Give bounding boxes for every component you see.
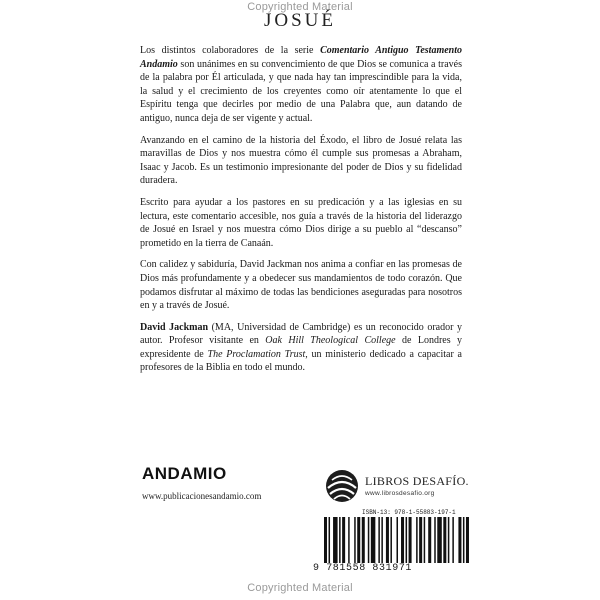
barcode-bar <box>443 517 446 563</box>
blurb-paragraph-4: Con calidez y sabiduría, David Jackman nos anima a confiar en las promesas de Dios más profundamente y a obedecer sus mandamientos de todo corazón. Que podamos disfrutar al máximo de todas las bendiciones aseguradas para nosotros en y a través de Josué. <box>140 259 462 312</box>
barcode-bar <box>339 517 341 563</box>
barcode-bar <box>362 517 365 563</box>
watermark-top: Copyrighted Material <box>247 1 353 13</box>
barcode-bar <box>416 517 418 563</box>
book-title: JOSUÉ <box>263 10 336 31</box>
barcode-bar <box>390 517 392 563</box>
barcode-bar <box>368 517 370 563</box>
series-name: Comentario Antiguo Testamento Andamio <box>140 45 462 70</box>
barcode-bar <box>381 517 383 563</box>
barcode-bar <box>428 517 431 563</box>
barcode-bar <box>378 517 380 563</box>
andamio-logo: ANDAMIO <box>142 464 227 483</box>
blurb-paragraph-2: Avanzando en el camino de la historia del Éxodo, el libro de Josué relata las maravillas de Dios y nos muestra cómo él cumple sus promesas a Abraham, Isaac y Jacob. Es un testimonio impresionante del poder de Dios y su fidelidad duradera. <box>140 134 462 187</box>
barcode-bar <box>329 517 331 563</box>
author-name: David Jackman <box>140 321 209 333</box>
barcode-bar <box>437 517 442 563</box>
barcode-bar <box>354 517 356 563</box>
andamio-url: www.publicacionesandamio.com <box>142 491 262 501</box>
barcode-number: 9 781558 831971 <box>313 563 483 574</box>
barcode-bar <box>463 517 465 563</box>
barcode-bar <box>324 517 327 563</box>
barcode-bar <box>371 517 376 563</box>
blurb-paragraph-1: Los distintos colaboradores de la serie Comentario Antiguo Testamento Andamio son unánimes en su convencimiento de que Dios se comunica a través de la palabra por Él articulada, y que nada hay tan imprescindible para la vida, la salud y el crecimiento de los creyentes como oír atentamente lo que el Espíritu tenga que decirles por medio de una Palabra que, aun datando de antiguo, nunca deja de ser vigente y actual. <box>140 45 462 124</box>
barcode-bar <box>434 517 436 563</box>
blurb-paragraph-3: Escrito para ayudar a los pastores en su predicación y a las iglesias en su lectura, este comentario accesible, nos guía a través de la historia del liderazgo de Josué en Israel y nos muestra cómo Dios dirige a su pueblo al “descanso” prometido en la tierra de Canaán. <box>140 196 462 249</box>
barcode-bar <box>448 517 450 563</box>
barcode-bar <box>424 517 426 563</box>
barcode-bar <box>342 517 345 563</box>
barcode-bar <box>357 517 360 563</box>
barcode-bar <box>409 517 412 563</box>
barcode-bar <box>348 517 350 563</box>
barcode-bar <box>401 517 404 563</box>
barcode-bar <box>406 517 408 563</box>
barcode-bar <box>386 517 389 563</box>
barcode-bar <box>452 517 454 563</box>
college-name: Oak Hill Theological College <box>265 335 396 347</box>
trust-name: The Proclamation Trust <box>207 348 306 360</box>
watermark-bottom: Copyrighted Material <box>247 582 353 594</box>
barcode-bar <box>458 517 461 563</box>
author-bio: David Jackman (MA, Universidad de Cambridge) es un reconocido orador y autor. Profesor visitante en Oak Hill Theological College de Londres y expresidente de The Proclamation Trust, un ministerio dedicado a capacitar a profesores de la Biblia en todo el mundo. <box>140 321 463 374</box>
isbn-label: ISBN-13: 978-1-55883-197-1 <box>362 509 456 516</box>
libros-desafio-url: www.librosdesafio.org <box>365 490 435 497</box>
barcode-bar <box>419 517 422 563</box>
barcode-bar <box>396 517 398 563</box>
libros-desafio-logo: LIBROS DESAFÍO. <box>365 474 469 488</box>
barcode-bar <box>333 517 338 563</box>
barcode-bar <box>466 517 469 563</box>
blurb <box>140 44 462 375</box>
